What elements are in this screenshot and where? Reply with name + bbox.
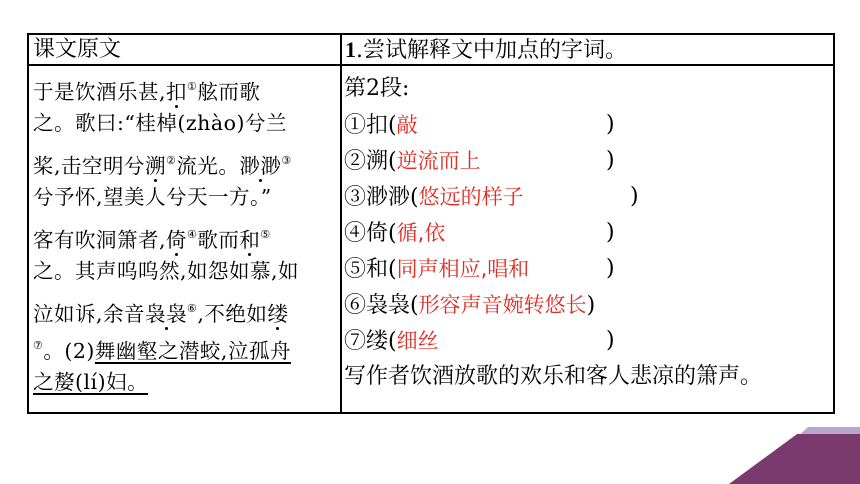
text-line-4 [33, 179, 335, 216]
close-paren: ) [630, 184, 639, 209]
answer-item-2 [344, 143, 832, 179]
footnote-mark: ③ [281, 154, 292, 167]
question-text: .尝试解释文中加点的字词。 [356, 38, 627, 63]
answer-item-6 [344, 287, 832, 323]
close-paren: ) [606, 220, 615, 245]
answer-text: 逆流而上 [396, 149, 481, 173]
footnote-mark: ① [187, 80, 198, 93]
text-segment: 。(2) [43, 339, 95, 363]
answer-column [344, 71, 832, 395]
dotted-word: 渺渺 [239, 154, 282, 178]
item-label: ③渺渺( [344, 185, 419, 210]
text-line-6 [33, 253, 335, 290]
item-label: ⑥袅袅( [344, 293, 419, 318]
footnote-mark: ⑥ [187, 302, 198, 315]
underlined-text: 舞幽壑之潜蛟,泣孤舟 [94, 339, 291, 363]
annotation-table [27, 33, 835, 414]
original-text-column [33, 68, 335, 401]
close-paren: ) [586, 293, 596, 318]
text-line-7 [33, 290, 335, 327]
answer-text: 形容声音婉转悠长 [418, 293, 587, 317]
answer-item-5 [344, 251, 832, 287]
dotted-word: 缕 [267, 302, 289, 326]
question-number: 1 [345, 37, 356, 62]
text-line-3 [33, 142, 335, 179]
answer-text: 悠远的样子 [418, 185, 524, 209]
item-label: ⑤和( [344, 257, 397, 282]
summary-text: 写作者饮酒放歌的欢乐和客人悲凉的箫声。 [344, 364, 763, 389]
text-segment: 于是饮酒乐甚, [33, 80, 167, 104]
text-line-5 [33, 216, 335, 253]
text-line-2 [33, 105, 335, 142]
header-divider [29, 64, 833, 66]
text-segment: 泣如诉,余音 [33, 302, 146, 326]
header-original-text: 课文原文 [33, 37, 122, 62]
decorative-stripe-dark [729, 434, 860, 484]
answer-item-4 [344, 215, 832, 251]
item-label: ④倚( [344, 221, 397, 246]
text-segment: 舷而歌 [197, 80, 261, 104]
answer-item-7 [344, 323, 832, 359]
dotted-word: 倚 [166, 228, 188, 252]
close-paren: ) [606, 256, 615, 281]
dotted-word: 袅袅 [145, 302, 188, 326]
text-segment: 兮予怀,望美人兮天一方。” [33, 185, 272, 209]
section-label: 第2段: [344, 76, 410, 101]
text-segment: ,不绝如 [197, 302, 268, 326]
answer-text: 同声相应,唱和 [396, 257, 530, 281]
close-paren: ) [606, 148, 615, 173]
close-paren: ) [606, 328, 615, 353]
close-paren: ) [606, 112, 615, 137]
text-segment: 之。其声呜呜然,如怨如慕,如 [33, 259, 300, 283]
text-segment: 流光。 [176, 154, 240, 178]
footnote-mark: ④ [187, 228, 198, 241]
dotted-word: 溯 [145, 154, 167, 178]
text-line-1 [33, 68, 335, 105]
footnote-mark: ⑦ [33, 339, 44, 352]
text-segment: 客有吹洞箫者, [33, 228, 167, 252]
dotted-word: 扣 [166, 80, 188, 104]
footnote-mark: ② [166, 154, 177, 167]
answer-item-1 [344, 107, 832, 143]
header-question [345, 37, 627, 64]
answer-text: 循,依 [396, 221, 446, 245]
text-line-8 [33, 327, 335, 364]
dotted-word: 和 [239, 228, 261, 252]
answer-text: 敲 [396, 113, 418, 137]
text-segment: 歌而 [197, 228, 240, 252]
text-line-9 [33, 364, 335, 401]
answer-text: 细丝 [396, 329, 439, 353]
item-label: ①扣( [344, 113, 397, 138]
item-label: ②溯( [344, 149, 397, 174]
item-label: ⑦缕( [344, 329, 397, 354]
underlined-text: 之嫠(lí)妇。 [33, 370, 149, 394]
footnote-mark: ⑤ [260, 228, 271, 241]
column-divider [340, 35, 342, 412]
answer-item-3 [344, 179, 832, 215]
text-segment: 桨,击空明兮 [33, 154, 146, 178]
text-segment: 之。歌曰:“桂棹(zhào)兮兰 [33, 111, 287, 135]
